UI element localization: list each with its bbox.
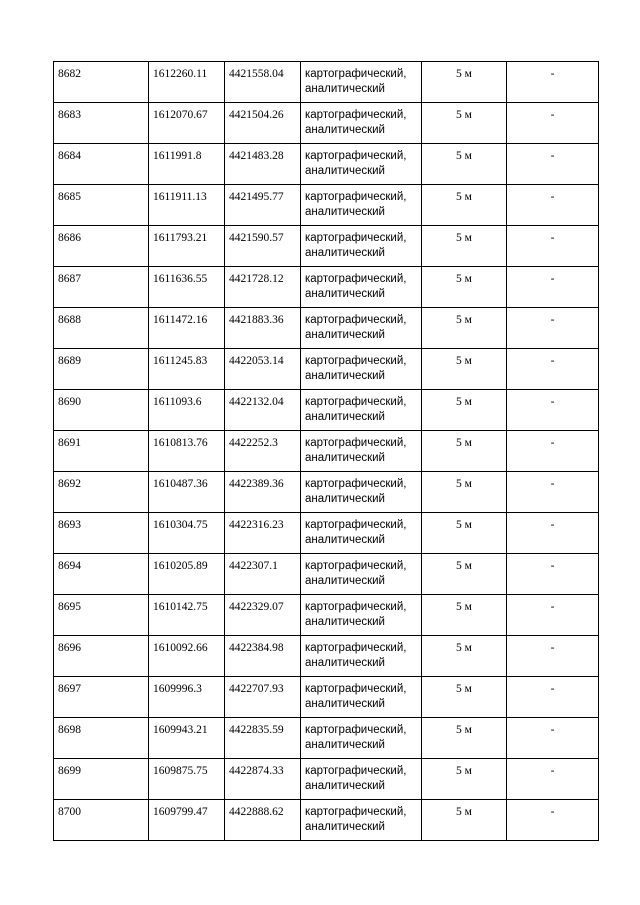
method-cell: [301, 267, 422, 308]
y-coordinate-cell: 4422384.98: [225, 636, 301, 677]
note-cell: -: [507, 718, 599, 759]
precision-cell: 5 м: [422, 677, 507, 718]
x-coordinate-cell: 1611636.55: [149, 267, 225, 308]
method-line-1: картографический,: [305, 478, 407, 490]
x-coordinate-cell: 1610205.89: [149, 554, 225, 595]
point-number-cell: 8686: [54, 226, 149, 267]
note-cell: -: [507, 185, 599, 226]
note-cell: -: [507, 595, 599, 636]
x-coordinate-cell: 1611472.16: [149, 308, 225, 349]
note-cell: -: [507, 472, 599, 513]
precision-cell: 5 м: [422, 226, 507, 267]
point-number-cell: 8696: [54, 636, 149, 677]
point-number-cell: 8690: [54, 390, 149, 431]
method-line-2: аналитический: [305, 83, 385, 95]
method-cell: [301, 62, 422, 103]
method-line-2: аналитический: [305, 124, 385, 136]
x-coordinate-cell: 1611793.21: [149, 226, 225, 267]
method-line-1: картографический,: [305, 314, 407, 326]
table-row: [54, 595, 599, 636]
method-line-2: аналитический: [305, 165, 385, 177]
method-cell: [301, 636, 422, 677]
method-line-2: аналитический: [305, 370, 385, 382]
point-number-cell: 8687: [54, 267, 149, 308]
point-number-cell: 8695: [54, 595, 149, 636]
method-line-1: картографический,: [305, 109, 407, 121]
method-line-1: картографический,: [305, 273, 407, 285]
point-number-cell: 8684: [54, 144, 149, 185]
precision-cell: 5 м: [422, 636, 507, 677]
point-number-cell: 8694: [54, 554, 149, 595]
method-line-1: картографический,: [305, 68, 407, 80]
table-row: [54, 677, 599, 718]
precision-cell: 5 м: [422, 308, 507, 349]
note-cell: -: [507, 62, 599, 103]
table-row: [54, 636, 599, 677]
table-row: [54, 62, 599, 103]
method-line-2: аналитический: [305, 575, 385, 587]
method-cell: [301, 554, 422, 595]
method-cell: [301, 226, 422, 267]
y-coordinate-cell: 4422132.04: [225, 390, 301, 431]
x-coordinate-cell: 1610813.76: [149, 431, 225, 472]
precision-cell: 5 м: [422, 390, 507, 431]
point-number-cell: 8682: [54, 62, 149, 103]
x-coordinate-cell: 1611093.6: [149, 390, 225, 431]
x-coordinate-cell: 1611911.13: [149, 185, 225, 226]
method-line-1: картографический,: [305, 355, 407, 367]
point-number-cell: 8699: [54, 759, 149, 800]
y-coordinate-cell: 4421504.26: [225, 103, 301, 144]
method-line-2: аналитический: [305, 616, 385, 628]
table-row: [54, 349, 599, 390]
y-coordinate-cell: 4421483.28: [225, 144, 301, 185]
y-coordinate-cell: 4422316.23: [225, 513, 301, 554]
table-row: [54, 390, 599, 431]
table-row: [54, 185, 599, 226]
method-line-2: аналитический: [305, 534, 385, 546]
method-cell: [301, 800, 422, 841]
note-cell: -: [507, 759, 599, 800]
method-line-2: аналитический: [305, 206, 385, 218]
y-coordinate-cell: 4421558.04: [225, 62, 301, 103]
y-coordinate-cell: 4422329.07: [225, 595, 301, 636]
x-coordinate-cell: 1610304.75: [149, 513, 225, 554]
y-coordinate-cell: 4422835.59: [225, 718, 301, 759]
table-row: [54, 800, 599, 841]
x-coordinate-cell: 1609996.3: [149, 677, 225, 718]
method-line-2: аналитический: [305, 288, 385, 300]
method-line-1: картографический,: [305, 765, 407, 777]
y-coordinate-cell: 4421883.36: [225, 308, 301, 349]
method-line-2: аналитический: [305, 739, 385, 751]
precision-cell: 5 м: [422, 62, 507, 103]
precision-cell: 5 м: [422, 144, 507, 185]
precision-cell: 5 м: [422, 103, 507, 144]
table-row: [54, 718, 599, 759]
y-coordinate-cell: 4421728.12: [225, 267, 301, 308]
y-coordinate-cell: 4422707.93: [225, 677, 301, 718]
coordinates-table: [53, 61, 599, 841]
method-cell: [301, 144, 422, 185]
document-page: [53, 61, 598, 841]
method-cell: [301, 759, 422, 800]
table-row: [54, 267, 599, 308]
note-cell: -: [507, 144, 599, 185]
note-cell: -: [507, 103, 599, 144]
x-coordinate-cell: 1610142.75: [149, 595, 225, 636]
method-cell: [301, 431, 422, 472]
precision-cell: 5 м: [422, 759, 507, 800]
note-cell: -: [507, 677, 599, 718]
x-coordinate-cell: 1610092.66: [149, 636, 225, 677]
y-coordinate-cell: 4422888.62: [225, 800, 301, 841]
note-cell: -: [507, 267, 599, 308]
precision-cell: 5 м: [422, 267, 507, 308]
point-number-cell: 8685: [54, 185, 149, 226]
method-line-1: картографический,: [305, 806, 407, 818]
table-row: [54, 144, 599, 185]
method-cell: [301, 390, 422, 431]
method-cell: [301, 349, 422, 390]
precision-cell: 5 м: [422, 554, 507, 595]
coordinates-table-body: [54, 62, 599, 841]
method-cell: [301, 185, 422, 226]
precision-cell: 5 м: [422, 718, 507, 759]
point-number-cell: 8698: [54, 718, 149, 759]
x-coordinate-cell: 1610487.36: [149, 472, 225, 513]
note-cell: -: [507, 308, 599, 349]
method-cell: [301, 595, 422, 636]
y-coordinate-cell: 4422307.1: [225, 554, 301, 595]
method-cell: [301, 308, 422, 349]
method-line-2: аналитический: [305, 329, 385, 341]
note-cell: -: [507, 431, 599, 472]
method-line-2: аналитический: [305, 493, 385, 505]
table-row: [54, 554, 599, 595]
precision-cell: 5 м: [422, 185, 507, 226]
point-number-cell: 8683: [54, 103, 149, 144]
y-coordinate-cell: 4422874.33: [225, 759, 301, 800]
note-cell: -: [507, 513, 599, 554]
method-line-1: картографический,: [305, 191, 407, 203]
table-row: [54, 431, 599, 472]
table-row: [54, 103, 599, 144]
point-number-cell: 8691: [54, 431, 149, 472]
method-line-2: аналитический: [305, 411, 385, 423]
method-line-1: картографический,: [305, 560, 407, 572]
note-cell: -: [507, 636, 599, 677]
y-coordinate-cell: 4422252.3: [225, 431, 301, 472]
table-row: [54, 759, 599, 800]
y-coordinate-cell: 4422389.36: [225, 472, 301, 513]
method-line-2: аналитический: [305, 780, 385, 792]
precision-cell: 5 м: [422, 472, 507, 513]
precision-cell: 5 м: [422, 595, 507, 636]
precision-cell: 5 м: [422, 800, 507, 841]
y-coordinate-cell: 4422053.14: [225, 349, 301, 390]
method-line-1: картографический,: [305, 683, 407, 695]
method-cell: [301, 677, 422, 718]
note-cell: -: [507, 554, 599, 595]
method-cell: [301, 103, 422, 144]
y-coordinate-cell: 4421590.57: [225, 226, 301, 267]
point-number-cell: 8689: [54, 349, 149, 390]
y-coordinate-cell: 4421495.77: [225, 185, 301, 226]
precision-cell: 5 м: [422, 431, 507, 472]
note-cell: -: [507, 349, 599, 390]
table-row: [54, 513, 599, 554]
table-row: [54, 226, 599, 267]
precision-cell: 5 м: [422, 513, 507, 554]
note-cell: -: [507, 226, 599, 267]
x-coordinate-cell: 1609943.21: [149, 718, 225, 759]
method-line-2: аналитический: [305, 821, 385, 833]
point-number-cell: 8692: [54, 472, 149, 513]
method-cell: [301, 513, 422, 554]
x-coordinate-cell: 1612260.11: [149, 62, 225, 103]
method-line-2: аналитический: [305, 247, 385, 259]
method-cell: [301, 472, 422, 513]
method-line-2: аналитический: [305, 657, 385, 669]
method-line-1: картографический,: [305, 232, 407, 244]
method-line-1: картографический,: [305, 519, 407, 531]
method-line-1: картографический,: [305, 437, 407, 449]
table-row: [54, 472, 599, 513]
point-number-cell: 8693: [54, 513, 149, 554]
precision-cell: 5 м: [422, 349, 507, 390]
note-cell: -: [507, 800, 599, 841]
point-number-cell: 8688: [54, 308, 149, 349]
x-coordinate-cell: 1611245.83: [149, 349, 225, 390]
method-cell: [301, 718, 422, 759]
point-number-cell: 8700: [54, 800, 149, 841]
method-line-1: картографический,: [305, 724, 407, 736]
x-coordinate-cell: 1611991.8: [149, 144, 225, 185]
point-number-cell: 8697: [54, 677, 149, 718]
method-line-1: картографический,: [305, 150, 407, 162]
table-row: [54, 308, 599, 349]
method-line-2: аналитический: [305, 452, 385, 464]
method-line-1: картографический,: [305, 642, 407, 654]
note-cell: -: [507, 390, 599, 431]
method-line-2: аналитический: [305, 698, 385, 710]
method-line-1: картографический,: [305, 601, 407, 613]
x-coordinate-cell: 1609875.75: [149, 759, 225, 800]
method-line-1: картографический,: [305, 396, 407, 408]
x-coordinate-cell: 1609799.47: [149, 800, 225, 841]
x-coordinate-cell: 1612070.67: [149, 103, 225, 144]
